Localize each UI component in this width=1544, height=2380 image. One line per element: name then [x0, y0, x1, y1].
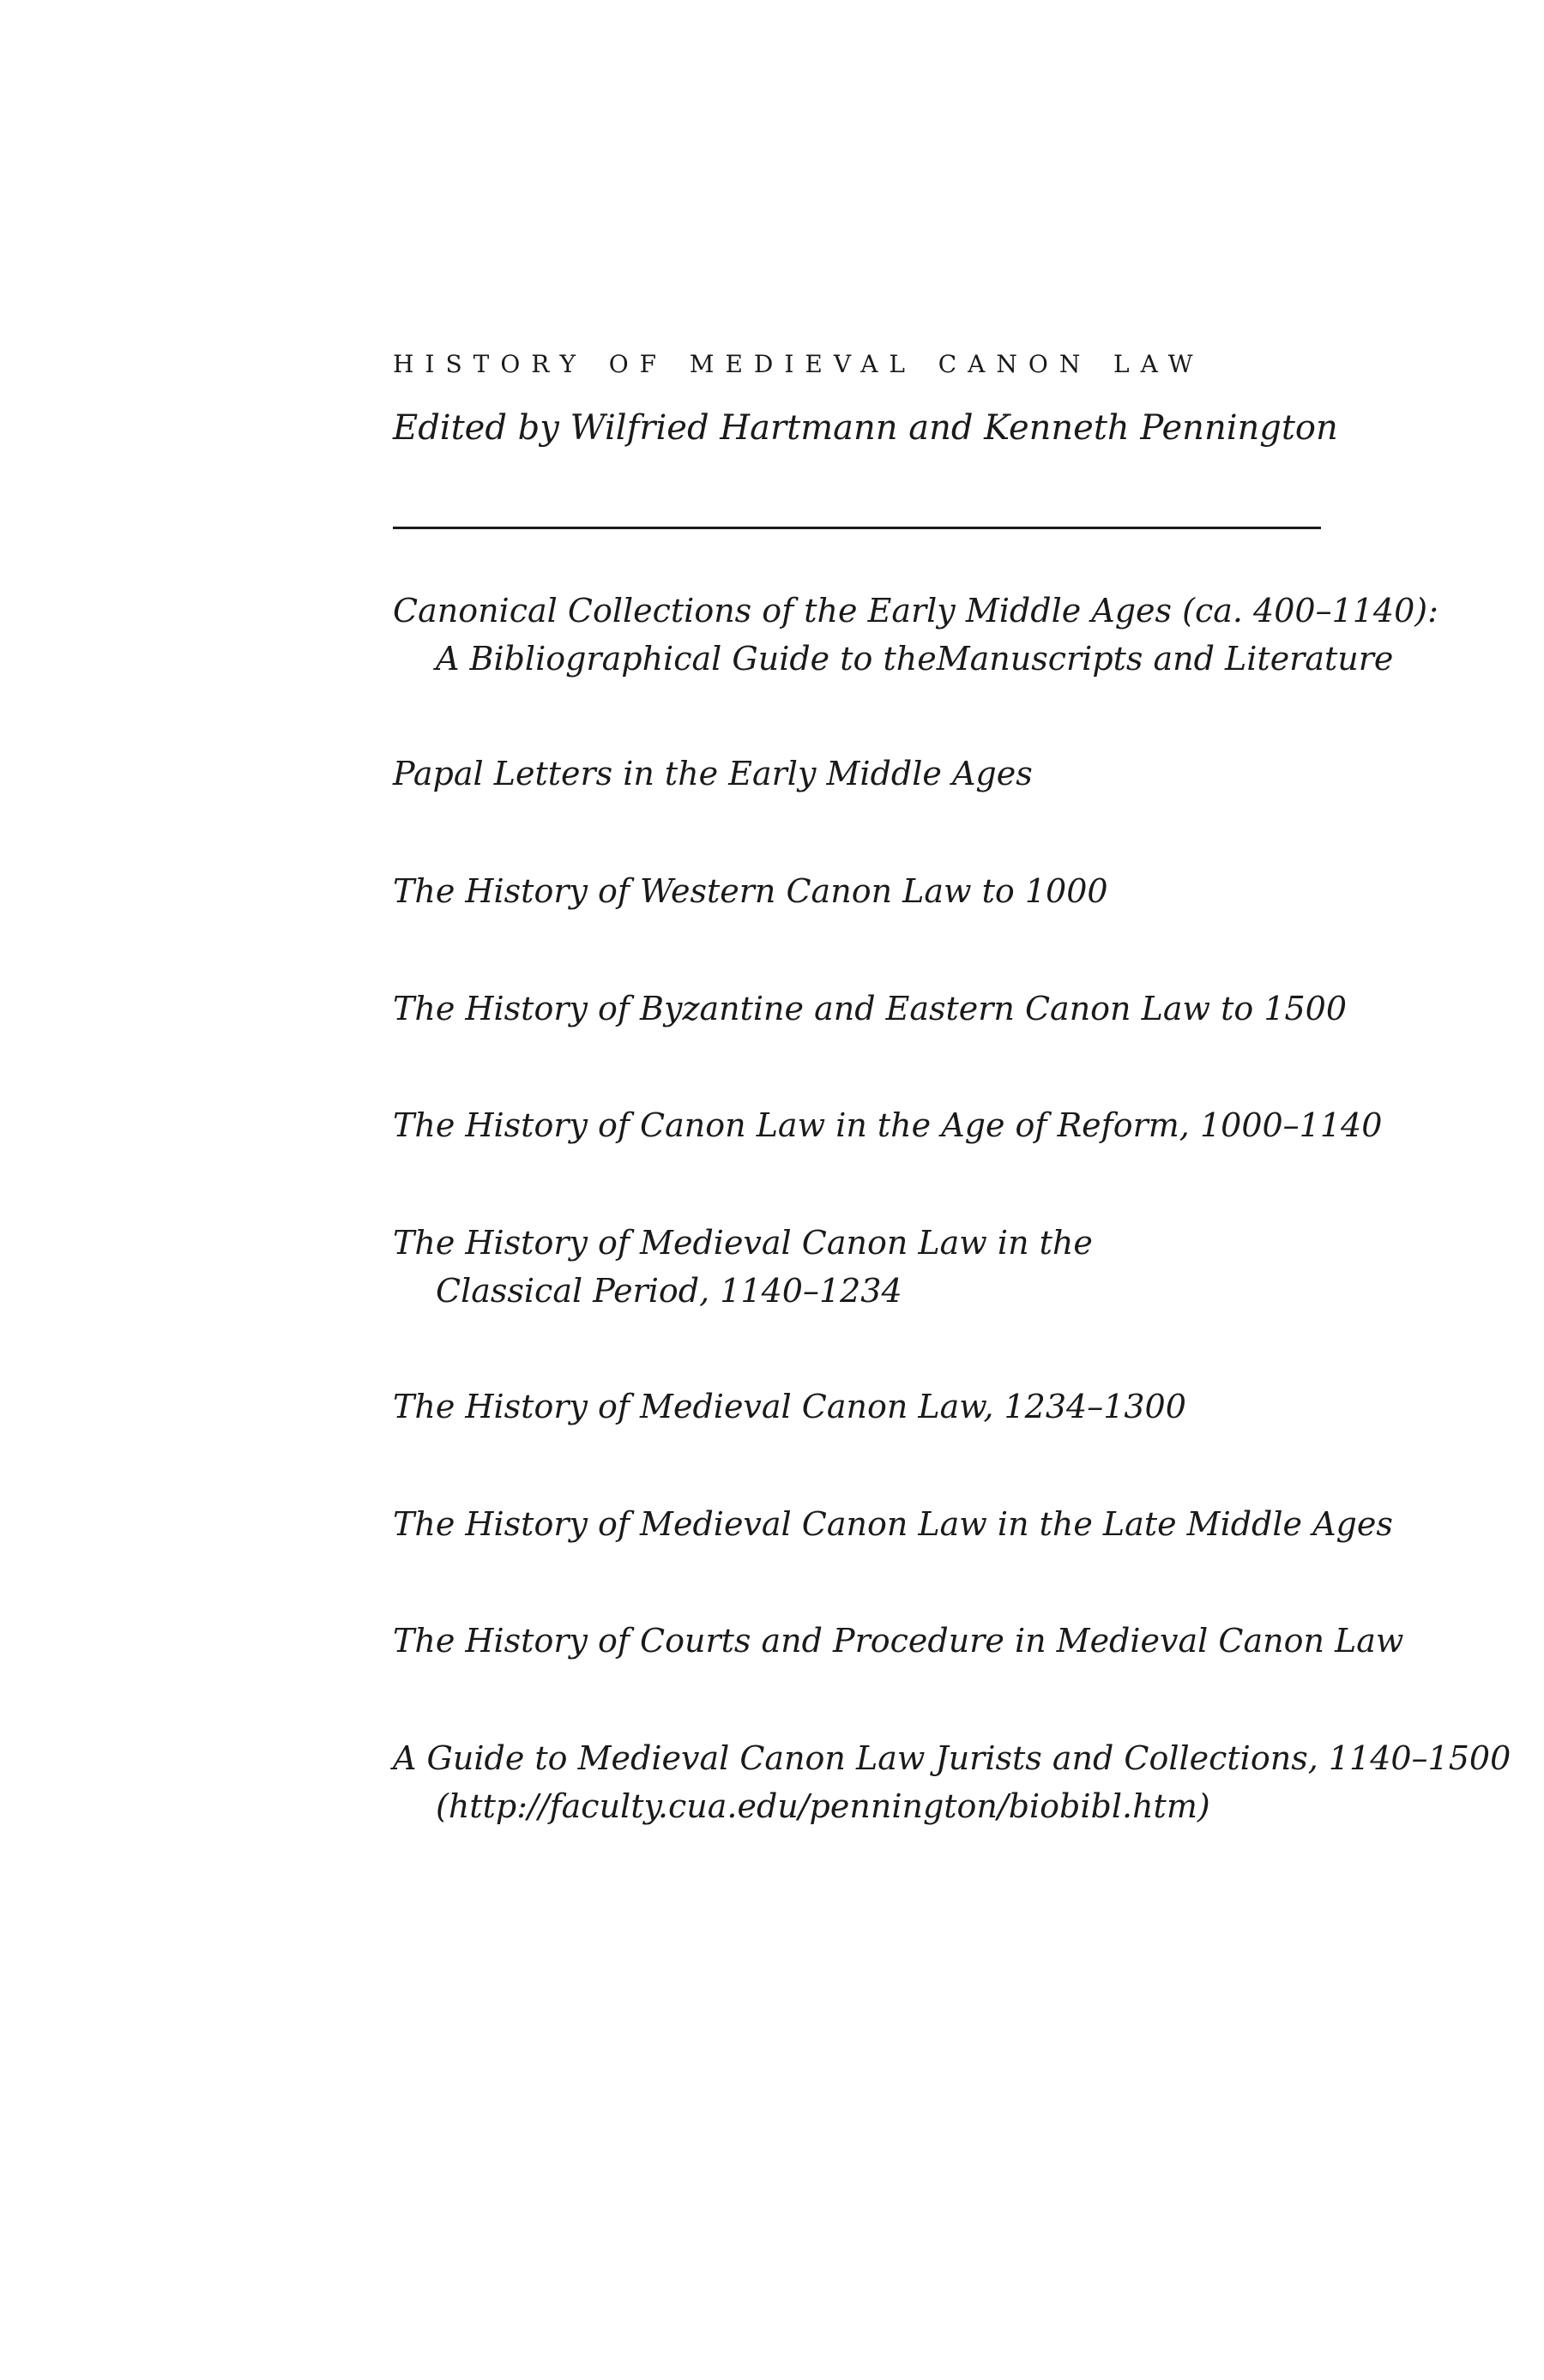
volume-url: (http://faculty.cua.edu/pennington/biobibl.htm): [436, 1787, 1210, 1825]
volume-title: The History of Byzantine and Eastern Canon Law to 1500: [393, 990, 1348, 1027]
volume-item: [393, 1734, 1511, 1830]
volume-title-continuation: Classical Period, 1140–1234: [436, 1272, 902, 1310]
volume-title: A Guide to Medieval Canon Law Jurists and Collections, 1140–1500: [393, 1739, 1511, 1777]
volume-item: [393, 985, 1347, 1033]
volume-title: The History of Medieval Canon Law in the Late Middle Ages: [393, 1505, 1393, 1543]
series-title: history of medieval canon law: [393, 341, 1204, 381]
volume-item: [393, 1383, 1186, 1431]
volume-item: [393, 1101, 1382, 1149]
volume-item: [393, 1500, 1393, 1548]
series-editors: Edited by Wilfried Hartmann and Kenneth Pennington: [393, 408, 1338, 448]
volume-title: The History of Medieval Canon Law, 1234–1300: [393, 1388, 1186, 1425]
volume-title-continuation: A Bibliographical Guide to theManuscripts and Literature: [436, 640, 1394, 678]
volume-item: [393, 1219, 1093, 1315]
volume-item: [393, 587, 1438, 683]
volume-title: The History of Medieval Canon Law in the: [393, 1224, 1093, 1262]
volume-item: [393, 1617, 1403, 1665]
volume-title: The History of Courts and Procedure in Medieval Canon Law: [393, 1622, 1404, 1660]
volume-title: The History of Western Canon Law to 1000: [393, 872, 1108, 910]
volume-title: Canonical Collections of the Early Middle Ages (ca. 400–1140):: [393, 592, 1438, 630]
volume-title: Papal Letters in the Early Middle Ages: [393, 755, 1033, 792]
volume-title: The History of Canon Law in the Age of Reform, 1000–1140: [393, 1106, 1383, 1144]
volume-item: [393, 750, 1033, 798]
divider-rule: [393, 527, 1321, 529]
volume-item: [393, 867, 1108, 915]
